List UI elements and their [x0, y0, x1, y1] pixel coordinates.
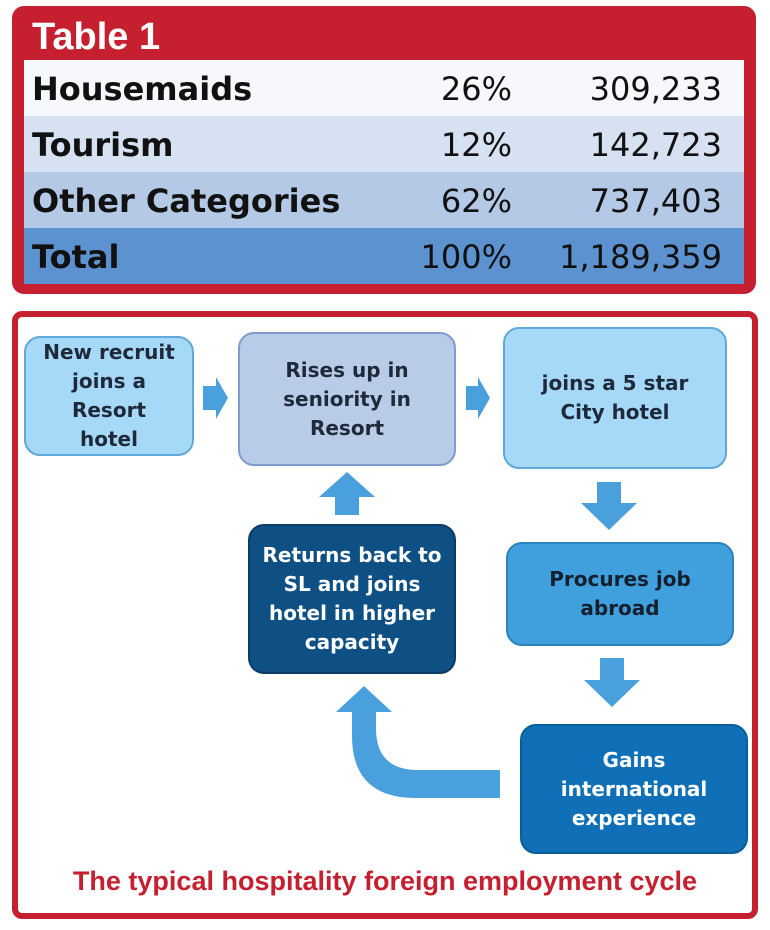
- arrow-up-icon: [319, 472, 375, 515]
- step-gains-experience: Gains international experience: [520, 724, 748, 854]
- row-label: Housemaids: [32, 70, 253, 108]
- arrow-down-icon: [581, 482, 637, 530]
- arrow-right-icon: [466, 377, 490, 419]
- diagram-caption: The typical hospitality foreign employment cycle: [72, 866, 698, 896]
- row-count: 309,233: [589, 70, 722, 108]
- step-joins-city-hotel: joins a 5 star City hotel: [503, 327, 727, 469]
- row-label: Other Categories: [32, 182, 341, 220]
- row-label: Tourism: [32, 126, 174, 164]
- row-count: 142,723: [589, 126, 722, 164]
- step-procures-job: Procures job abroad: [506, 542, 734, 646]
- table-title: Table 1: [32, 16, 161, 58]
- curved-arrow-icon: [336, 686, 500, 798]
- row-count: 737,403: [589, 182, 722, 220]
- arrow-down-icon: [584, 658, 640, 707]
- row-label: Total: [32, 238, 120, 276]
- row-percent: 100%: [420, 238, 512, 276]
- step-new-recruit: New recruit joins a Resort hotel: [24, 336, 194, 456]
- step-returns-back: Returns back to SL and joins hotel in higher capacity: [248, 524, 456, 674]
- row-percent: 62%: [440, 182, 512, 220]
- step-rises-up: Rises up in seniority in Resort: [238, 332, 456, 466]
- row-percent: 26%: [440, 70, 512, 108]
- arrow-right-icon: [203, 377, 228, 419]
- row-percent: 12%: [440, 126, 512, 164]
- row-count: 1,189,359: [559, 238, 722, 276]
